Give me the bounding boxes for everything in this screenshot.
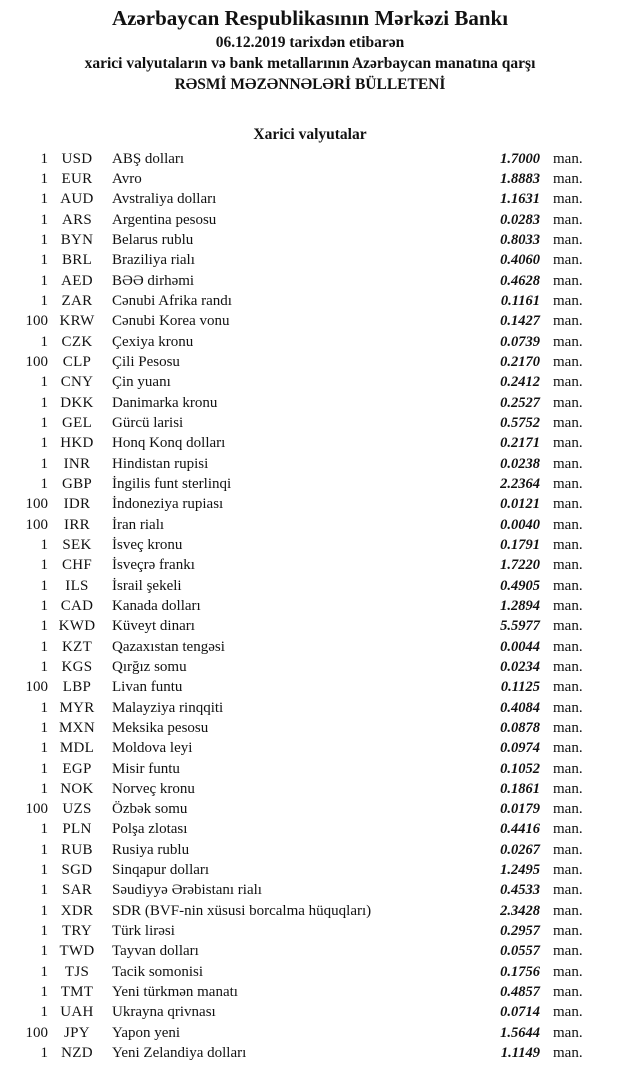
currency-row [0, 1003, 620, 1023]
currency-name-cell: Rusiya rublu [112, 841, 190, 858]
currency-code-cell: USD [61, 150, 93, 167]
currency-name-cell: Braziliya rialı [112, 252, 195, 269]
currency-code-cell: NZD [61, 1045, 93, 1062]
currency-code-cell: SAR [61, 882, 93, 899]
currency-row [0, 678, 620, 698]
currency-row [0, 495, 620, 515]
currency-name-cell: SDR (BVF-nin xüsusi borcalma hüquqları) [112, 902, 372, 919]
unit-cell: man. [553, 1004, 583, 1021]
rate-value-cell: 0.1052 [500, 760, 540, 777]
unit-cell: man. [553, 658, 583, 675]
currency-name-cell: İngilis funt sterlinqi [112, 475, 232, 492]
rate-value-cell: 0.0283 [500, 211, 540, 228]
quantity-cell: 1 [40, 618, 48, 635]
quantity-cell: 1 [40, 414, 48, 431]
quantity-cell: 1 [40, 272, 48, 289]
currency-code-cell: CNY [60, 374, 94, 391]
rate-value-cell: 0.0557 [500, 943, 540, 960]
unit-cell: man. [553, 760, 583, 777]
unit-cell: man. [553, 882, 583, 899]
rate-value-cell: 0.0267 [500, 841, 540, 858]
quantity-cell: 100 [25, 801, 48, 818]
currency-code-cell: UAH [60, 1004, 94, 1021]
currency-name-cell: Tayvan dolları [112, 943, 199, 960]
rate-value-cell: 0.4060 [500, 252, 540, 269]
unit-cell: man. [553, 1045, 583, 1062]
currency-row [0, 332, 620, 352]
currency-name-cell: Çexiya kronu [112, 333, 194, 350]
currency-name-cell: Belarus rublu [112, 231, 194, 248]
currency-code-cell: CZK [61, 333, 93, 350]
rate-value-cell: 0.2527 [500, 394, 540, 411]
unit-cell: man. [553, 597, 583, 614]
unit-cell: man. [553, 801, 583, 818]
rate-value-cell: 1.7000 [500, 150, 540, 167]
currency-row [0, 373, 620, 393]
quantity-cell: 1 [40, 862, 48, 879]
unit-cell: man. [553, 414, 583, 431]
unit-cell: man. [553, 211, 583, 228]
currency-row [0, 921, 620, 941]
currency-row [0, 413, 620, 433]
currency-name-cell: Sinqapur dolları [112, 862, 210, 879]
quantity-cell: 100 [25, 516, 48, 533]
quantity-cell: 1 [40, 333, 48, 350]
currency-name-cell: Livan funtu [112, 679, 183, 696]
currency-name-cell: Malayziya rinqqiti [112, 699, 224, 716]
currency-row [0, 840, 620, 860]
rate-value-cell: 2.2364 [500, 475, 540, 492]
unit-cell: man. [553, 292, 583, 309]
rate-value-cell: 0.4533 [500, 882, 540, 899]
unit-cell: man. [553, 902, 583, 919]
currency-row [0, 657, 620, 677]
unit-cell: man. [553, 719, 583, 736]
unit-cell: man. [553, 394, 583, 411]
rate-value-cell: 0.0974 [500, 740, 540, 757]
currency-code-cell: CHF [61, 557, 93, 574]
quantity-cell: 1 [40, 455, 48, 472]
currency-name-cell: Danimarka kronu [112, 394, 218, 411]
quantity-cell: 1 [40, 435, 48, 452]
currency-row [0, 576, 620, 596]
unit-cell: man. [553, 536, 583, 553]
quantity-cell: 100 [25, 313, 48, 330]
exchange-rates-table [0, 149, 620, 1064]
document-header [0, 0, 620, 95]
rate-value-cell: 0.1756 [500, 963, 540, 980]
currency-row [0, 190, 620, 210]
currency-code-cell: AED [61, 272, 93, 289]
currency-code-cell: CAD [60, 597, 94, 614]
currency-row [0, 779, 620, 799]
currency-name-cell: Ukrayna qrivnası [112, 1004, 216, 1021]
currency-code-cell: CLP [62, 353, 92, 370]
unit-cell: man. [553, 740, 583, 757]
quantity-cell: 1 [40, 231, 48, 248]
currency-name-cell: İndoneziya rupiası [112, 496, 224, 513]
unit-cell: man. [553, 1024, 583, 1041]
currency-name-cell: Gürcü larisi [112, 414, 184, 431]
currency-row [0, 535, 620, 555]
currency-name-cell: Özbək somu [112, 801, 188, 818]
unit-cell: man. [553, 455, 583, 472]
currency-row [0, 210, 620, 230]
currency-name-cell: Çili Pesosu [112, 353, 180, 370]
quantity-cell: 1 [40, 943, 48, 960]
rate-value-cell: 0.1125 [500, 679, 540, 696]
unit-cell: man. [553, 638, 583, 655]
currency-code-cell: IDR [63, 496, 91, 513]
quantity-cell: 1 [40, 170, 48, 187]
currency-row [0, 454, 620, 474]
currency-code-cell: HKD [60, 435, 94, 452]
quantity-cell: 1 [40, 699, 48, 716]
currency-code-cell: ILS [65, 577, 89, 594]
currency-name-cell: Küveyt dinarı [112, 618, 195, 635]
unit-cell: man. [553, 821, 583, 838]
rate-value-cell: 1.7220 [500, 557, 540, 574]
currency-name-cell: Türk lirəsi [112, 923, 175, 940]
currency-code-cell: EGP [62, 760, 92, 777]
quantity-cell: 1 [40, 557, 48, 574]
currency-code-cell: TMT [60, 984, 94, 1001]
unit-cell: man. [553, 353, 583, 370]
unit-cell: man. [553, 191, 583, 208]
currency-code-cell: KZT [61, 638, 93, 655]
quantity-cell: 1 [40, 191, 48, 208]
unit-cell: man. [553, 150, 583, 167]
currency-row [0, 474, 620, 494]
currency-row [0, 698, 620, 718]
currency-name-cell: Misir funtu [112, 760, 180, 777]
rate-value-cell: 0.4857 [500, 984, 540, 1001]
rate-value-cell: 0.1861 [500, 780, 540, 797]
quantity-cell: 1 [40, 597, 48, 614]
currency-row [0, 312, 620, 332]
currency-row [0, 291, 620, 311]
quantity-cell: 1 [40, 394, 48, 411]
currency-name-cell: Yeni türkmən manatı [112, 984, 238, 1001]
currency-row [0, 596, 620, 616]
currency-name-cell: Kanada dolları [112, 597, 201, 614]
currency-row [0, 149, 620, 169]
currency-code-cell: SEK [62, 536, 92, 553]
currency-row [0, 739, 620, 759]
currency-name-cell: Moldova leyi [112, 740, 193, 757]
bulletin-title: RƏSMİ MƏZƏNNƏLƏRİ BÜLLETENİ [174, 76, 446, 93]
unit-cell: man. [553, 841, 583, 858]
currency-row [0, 860, 620, 880]
currency-code-cell: KRW [59, 313, 95, 330]
quantity-cell: 1 [40, 150, 48, 167]
rate-value-cell: 1.1631 [500, 191, 540, 208]
unit-cell: man. [553, 313, 583, 330]
rate-value-cell: 0.0121 [500, 496, 540, 513]
unit-cell: man. [553, 475, 583, 492]
currency-code-cell: JPY [64, 1024, 90, 1041]
unit-cell: man. [553, 252, 583, 269]
currency-name-cell: BƏƏ dirhəmi [112, 272, 195, 289]
currency-name-cell: İsrail şekeli [112, 577, 182, 594]
rate-value-cell: 0.0714 [500, 1004, 540, 1021]
quantity-cell: 1 [40, 963, 48, 980]
currency-row [0, 515, 620, 535]
unit-cell: man. [553, 557, 583, 574]
currency-row [0, 942, 620, 962]
currency-code-cell: KWD [58, 618, 96, 635]
currency-code-cell: INR [63, 455, 91, 472]
rate-value-cell: 0.4084 [500, 699, 540, 716]
effective-date-line: 06.12.2019 tarixdən etibarən [215, 34, 405, 51]
currency-row [0, 617, 620, 637]
currency-code-cell: TJS [64, 963, 90, 980]
currency-name-cell: Norveç kronu [112, 780, 195, 797]
quantity-cell: 1 [40, 475, 48, 492]
rate-value-cell: 0.5752 [500, 414, 540, 431]
currency-code-cell: LBP [62, 679, 92, 696]
currency-row [0, 169, 620, 189]
currency-name-cell: İsveçrə frankı [112, 557, 195, 574]
currency-code-cell: DKK [60, 394, 94, 411]
unit-cell: man. [553, 679, 583, 696]
quantity-cell: 1 [40, 923, 48, 940]
unit-cell: man. [553, 943, 583, 960]
bulletin-subtitle: xarici valyutaların və bank metallarının Azərbaycan manatına qarşı [84, 55, 536, 72]
currency-name-cell: İran rialı [112, 516, 165, 533]
quantity-cell: 1 [40, 292, 48, 309]
currency-name-cell: Avro [112, 170, 142, 187]
rate-value-cell: 0.2171 [500, 435, 540, 452]
rate-value-cell: 0.0739 [500, 333, 540, 350]
currency-name-cell: Meksika pesosu [112, 719, 209, 736]
currency-name-cell: Cənubi Afrika randı [112, 292, 232, 309]
unit-cell: man. [553, 963, 583, 980]
rate-value-cell: 1.8883 [500, 170, 540, 187]
currency-row [0, 556, 620, 576]
currency-code-cell: RUB [61, 841, 93, 858]
currency-name-cell: Avstraliya dolları [112, 191, 217, 208]
rate-value-cell: 0.0234 [500, 658, 540, 675]
currency-code-cell: BRL [61, 252, 93, 269]
quantity-cell: 1 [40, 638, 48, 655]
rate-value-cell: 1.2894 [500, 597, 540, 614]
quantity-cell: 1 [40, 252, 48, 269]
quantity-cell: 1 [40, 780, 48, 797]
currency-row [0, 759, 620, 779]
currency-code-cell: ZAR [61, 292, 93, 309]
quantity-cell: 1 [40, 760, 48, 777]
currency-row [0, 271, 620, 291]
unit-cell: man. [553, 170, 583, 187]
currency-name-cell: Çin yuanı [112, 374, 171, 391]
rate-value-cell: 0.1791 [500, 536, 540, 553]
quantity-cell: 1 [40, 882, 48, 899]
quantity-cell: 1 [40, 984, 48, 1001]
quantity-cell: 1 [40, 1004, 48, 1021]
rate-value-cell: 0.2957 [500, 923, 540, 940]
currency-row [0, 434, 620, 454]
currency-name-cell: İsveç kronu [112, 536, 183, 553]
unit-cell: man. [553, 923, 583, 940]
currency-name-cell: Honq Konq dolları [112, 435, 226, 452]
rate-value-cell: 2.3428 [500, 902, 540, 919]
currency-code-cell: TWD [59, 943, 95, 960]
unit-cell: man. [553, 699, 583, 716]
unit-cell: man. [553, 231, 583, 248]
currency-code-cell: KGS [61, 658, 93, 675]
rate-value-cell: 0.4416 [500, 821, 540, 838]
currency-name-cell: Polşa zlotası [112, 821, 188, 838]
unit-cell: man. [553, 496, 583, 513]
currency-row [0, 982, 620, 1002]
quantity-cell: 100 [25, 679, 48, 696]
rate-value-cell: 0.0878 [500, 719, 540, 736]
quantity-cell: 1 [40, 658, 48, 675]
currency-row [0, 1023, 620, 1043]
currency-row [0, 718, 620, 738]
rates-table-body [0, 149, 620, 1064]
unit-cell: man. [553, 577, 583, 594]
currency-row [0, 962, 620, 982]
currency-code-cell: UZS [62, 801, 92, 818]
quantity-cell: 1 [40, 374, 48, 391]
section-title-foreign-currencies: Xarici valyutalar [253, 126, 367, 143]
rate-value-cell: 0.0040 [500, 516, 540, 533]
currency-code-cell: BYN [60, 231, 94, 248]
currency-code-cell: MXN [59, 719, 95, 736]
currency-name-cell: Cənubi Korea vonu [112, 313, 230, 330]
unit-cell: man. [553, 516, 583, 533]
currency-name-cell: ABŞ dolları [112, 150, 185, 167]
currency-name-cell: Argentina pesosu [112, 211, 217, 228]
currency-row [0, 1043, 620, 1063]
rate-value-cell: 1.5644 [500, 1024, 540, 1041]
rate-value-cell: 0.4905 [500, 577, 540, 594]
currency-row [0, 800, 620, 820]
rate-value-cell: 0.1161 [500, 292, 540, 309]
currency-code-cell: AUD [60, 191, 94, 208]
currency-row [0, 230, 620, 250]
currency-name-cell: Səudiyyə Ərəbistanı rialı [112, 882, 262, 899]
currency-name-cell: Qırğız somu [112, 658, 187, 675]
quantity-cell: 1 [40, 902, 48, 919]
currency-row [0, 251, 620, 271]
quantity-cell: 1 [40, 719, 48, 736]
currency-code-cell: ARS [61, 211, 93, 228]
rate-value-cell: 0.0044 [500, 638, 540, 655]
currency-name-cell: Yapon yeni [112, 1024, 181, 1041]
currency-name-cell: Qazaxıstan tengəsi [112, 638, 225, 655]
rate-value-cell: 5.5977 [500, 618, 540, 635]
bank-name-title: Azərbaycan Respublikasının Mərkəzi Bankı [111, 6, 509, 30]
unit-cell: man. [553, 272, 583, 289]
currency-code-cell: PLN [62, 821, 92, 838]
rate-value-cell: 0.2412 [500, 374, 540, 391]
currency-code-cell: GBP [61, 475, 93, 492]
quantity-cell: 100 [25, 496, 48, 513]
currency-row [0, 881, 620, 901]
currency-code-cell: XDR [60, 902, 94, 919]
unit-cell: man. [553, 435, 583, 452]
currency-code-cell: GEL [61, 414, 93, 431]
quantity-cell: 1 [40, 740, 48, 757]
quantity-cell: 1 [40, 1045, 48, 1062]
currency-row [0, 637, 620, 657]
rate-value-cell: 0.0238 [500, 455, 540, 472]
currency-code-cell: MYR [59, 699, 95, 716]
currency-code-cell: MDL [59, 740, 95, 757]
currency-code-cell: SGD [61, 862, 93, 879]
currency-name-cell: Hindistan rupisi [112, 455, 209, 472]
rate-value-cell: 1.2495 [500, 862, 540, 879]
unit-cell: man. [553, 862, 583, 879]
rate-value-cell: 0.8033 [500, 231, 540, 248]
quantity-cell: 1 [40, 577, 48, 594]
currency-row [0, 393, 620, 413]
currency-code-cell: TRY [61, 923, 93, 940]
rate-value-cell: 0.2170 [500, 353, 540, 370]
currency-code-cell: IRR [64, 516, 90, 533]
quantity-cell: 100 [25, 1024, 48, 1041]
currency-row [0, 820, 620, 840]
unit-cell: man. [553, 333, 583, 350]
currency-name-cell: Tacik somonisi [112, 963, 204, 980]
currency-row [0, 901, 620, 921]
currency-row [0, 352, 620, 372]
rate-value-cell: 0.4628 [500, 272, 540, 289]
rate-value-cell: 0.1427 [500, 313, 540, 330]
currency-code-cell: EUR [61, 170, 93, 187]
unit-cell: man. [553, 984, 583, 1001]
quantity-cell: 100 [25, 353, 48, 370]
unit-cell: man. [553, 374, 583, 391]
quantity-cell: 1 [40, 821, 48, 838]
currency-name-cell: Yeni Zelandiya dolları [112, 1045, 247, 1062]
currency-code-cell: NOK [60, 780, 94, 797]
quantity-cell: 1 [40, 841, 48, 858]
unit-cell: man. [553, 618, 583, 635]
unit-cell: man. [553, 780, 583, 797]
rate-value-cell: 0.0179 [500, 801, 540, 818]
quantity-cell: 1 [40, 211, 48, 228]
quantity-cell: 1 [40, 536, 48, 553]
rate-value-cell: 1.1149 [500, 1045, 540, 1062]
